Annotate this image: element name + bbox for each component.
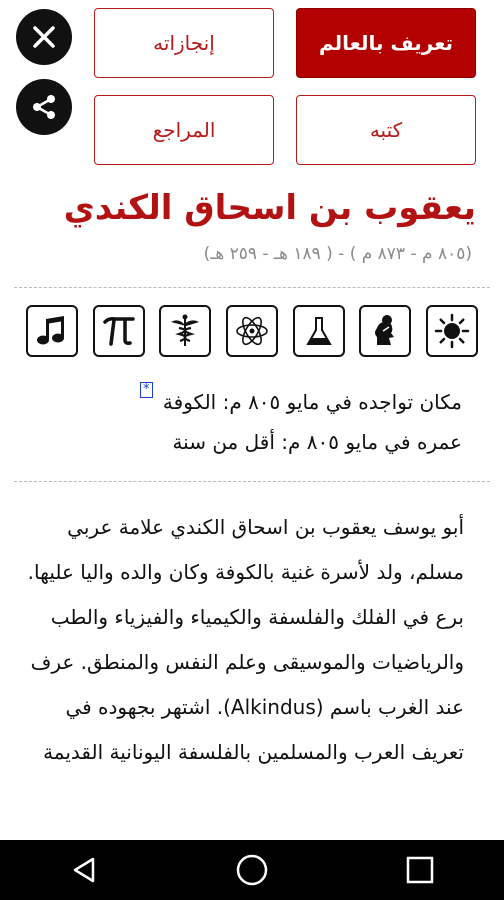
back-icon: [69, 855, 99, 885]
divider: [14, 287, 490, 288]
tab-references[interactable]: المراجع: [94, 95, 274, 165]
sun-icon[interactable]: [426, 305, 478, 357]
scientist-name: يعقوب بن اسحاق الكندي: [63, 188, 476, 228]
scientist-dates: (٨٠٥ م - ٨٧٣ م ) - ( ١٨٩ هـ - ٢٥٩ هـ): [203, 244, 472, 264]
age-fact: عمره في مايو ٨٠٥ م: أقل من سنة: [172, 430, 462, 454]
close-button[interactable]: [16, 9, 72, 65]
tab-books[interactable]: كتبه: [296, 95, 476, 165]
share-button[interactable]: [16, 79, 72, 135]
tab-achievements[interactable]: إنجازاته: [94, 8, 274, 78]
home-button[interactable]: [212, 840, 292, 900]
back-button[interactable]: [44, 840, 124, 900]
field-icons: [26, 305, 478, 357]
facts: [42, 382, 462, 462]
music-note-icon[interactable]: [26, 305, 78, 357]
system-nav-bar: [0, 840, 504, 900]
close-icon: [30, 23, 58, 51]
biography-text: أبو يوسف يعقوب بن اسحاق الكندي علامة عربي مسلم، ولد لأسرة غنية بالكوفة وكان والده واليا عليها. برع في الفلك والفلسفة والكيمياء والفيزياء والطب والرياضيات والموسيقى وعلم النفس والمنطق. عرف عند الغرب باسم (Alkindus). اشتهر بجهوده في تعريف العرب والمسلمين بالفلسفة اليونانية القديمة: [27, 515, 464, 764]
tab-intro[interactable]: تعريف بالعالم: [296, 8, 476, 78]
divider: [14, 481, 490, 482]
location-fact: [42, 382, 462, 422]
reference-link[interactable]: *: [140, 382, 153, 398]
pi-icon[interactable]: [93, 305, 145, 357]
recents-icon: [405, 855, 435, 885]
caduceus-icon[interactable]: [159, 305, 211, 357]
atom-icon[interactable]: [226, 305, 278, 357]
share-icon: [29, 92, 59, 122]
recents-button[interactable]: [380, 840, 460, 900]
home-icon: [235, 853, 269, 887]
flask-icon[interactable]: [293, 305, 345, 357]
location-text: مكان تواجده في مايو ٨٠٥ م: الكوفة: [162, 390, 462, 414]
thinker-icon[interactable]: [359, 305, 411, 357]
